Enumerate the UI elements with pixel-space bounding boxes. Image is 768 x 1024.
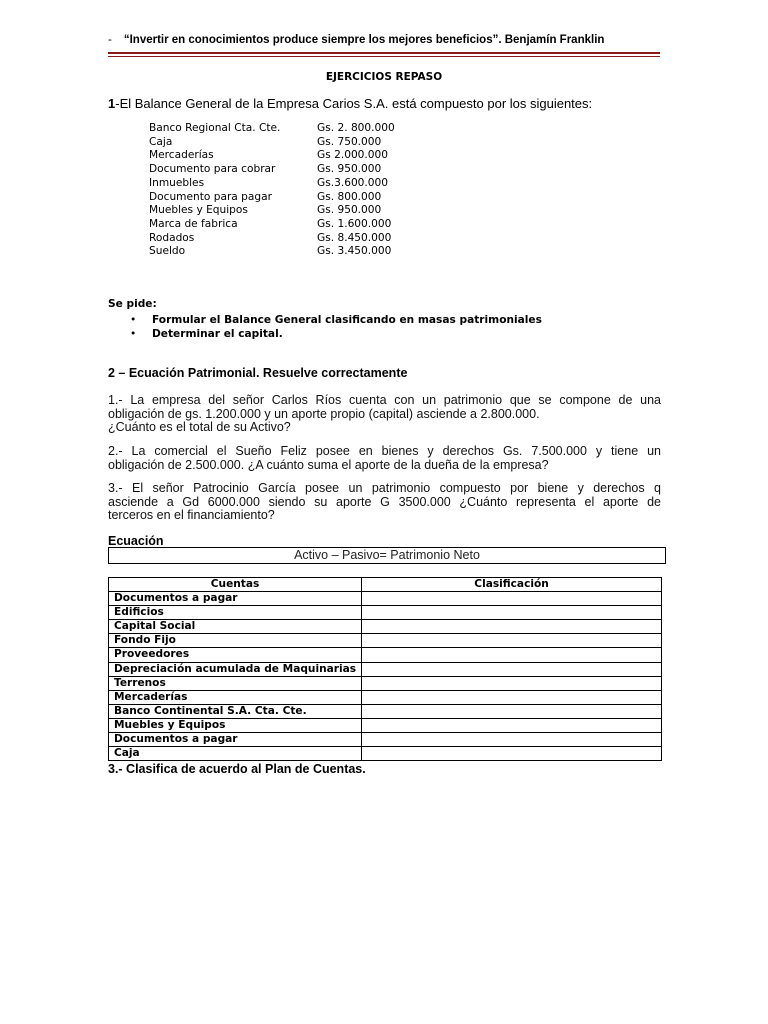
- balance-amount: Gs. 2. 800.000: [317, 122, 395, 134]
- table-row: [109, 704, 662, 718]
- header-rule-thin: [108, 56, 660, 57]
- balance-amount: Gs. 1.600.000: [317, 217, 392, 230]
- balance-row: [149, 204, 395, 218]
- balance-amount: Gs. 8.450.000: [317, 231, 392, 244]
- table-row: [109, 620, 662, 634]
- column-header-clasificacion: Clasificación: [362, 578, 662, 592]
- account-cell: Documentos a pagar: [109, 592, 362, 606]
- balance-amount: Gs. 950.000: [317, 204, 382, 217]
- task-list: [152, 313, 542, 341]
- exercise-1-intro: [108, 96, 592, 111]
- table-row: [109, 733, 662, 747]
- account-cell: Depreciación acumulada de Maquinarias: [109, 662, 362, 676]
- classification-cell[interactable]: [362, 690, 662, 704]
- balance-account: Documento para cobrar: [149, 163, 276, 176]
- balance-amount: Gs.3.600.000: [317, 176, 389, 189]
- question-line: 1.- La empresa del señor Carlos Ríos cuenta con un patrimonio que se compone de una: [108, 393, 661, 407]
- table-row: [109, 634, 662, 648]
- question-2: [108, 445, 661, 472]
- account-cell: Banco Continental S.A. Cta. Cte.: [109, 704, 362, 718]
- balance-account: Sueldo: [149, 245, 186, 258]
- table-row: [109, 606, 662, 620]
- account-cell: Proveedores: [109, 648, 362, 662]
- account-cell: Mercaderías: [109, 690, 362, 704]
- table-header-row: [109, 578, 662, 592]
- table-row: [109, 747, 662, 761]
- classification-cell[interactable]: [362, 648, 662, 662]
- classification-cell[interactable]: [362, 676, 662, 690]
- classification-cell[interactable]: [362, 606, 662, 620]
- table-row: [109, 690, 662, 704]
- classification-cell[interactable]: [362, 620, 662, 634]
- table-row: [109, 592, 662, 606]
- page-header-quote: [108, 34, 660, 46]
- table-row: [109, 676, 662, 690]
- balance-amount: Gs. 800.000: [317, 190, 382, 203]
- ecuacion-box: Activo – Pasivo= Patrimonio Neto: [108, 547, 666, 564]
- question-line: obligación de gs. 1.200.000 y un aporte propio (capital) asciende a 2.800.000.: [108, 406, 540, 421]
- classification-cell[interactable]: [362, 704, 662, 718]
- balance-row: [149, 245, 395, 259]
- account-cell: Caja: [109, 747, 362, 761]
- balance-account: Muebles y Equipos: [149, 204, 248, 217]
- question-1: [108, 394, 661, 435]
- accounts-table: [108, 577, 662, 761]
- table-row: [109, 718, 662, 732]
- question-line: asciende a Gd 6000.000 siendo su aporte G 3500.000 ¿Cuánto representa el aporte de: [108, 494, 661, 509]
- account-cell: Edificios: [109, 606, 362, 620]
- account-cell: Capital Social: [109, 620, 362, 634]
- question-line: obligación de 2.500.000. ¿A cuánto suma el aporte de la dueña de la empresa?: [108, 457, 549, 472]
- ecuacion-label: Ecuación: [108, 534, 164, 548]
- question-line: 2.- La comercial el Sueño Feliz posee en bienes y derechos Gs. 7.500.000 y tiene un: [108, 444, 661, 458]
- classification-cell[interactable]: [362, 718, 662, 732]
- classification-cell[interactable]: [362, 733, 662, 747]
- classification-cell[interactable]: [362, 634, 662, 648]
- classification-cell[interactable]: [362, 592, 662, 606]
- task-item: • Determinar el capital.: [152, 327, 542, 341]
- header-dash: -: [108, 34, 112, 46]
- account-cell: Terrenos: [109, 676, 362, 690]
- question-line: ¿Cuánto es el total de su Activo?: [108, 420, 291, 434]
- se-pide-label: Se pide:: [108, 298, 157, 310]
- question-3: [108, 482, 661, 523]
- question-line: terceros en el financiamiento?: [108, 508, 275, 522]
- task-item: • Formular el Balance General clasificando en masas patrimoniales: [152, 313, 542, 327]
- balance-row: [149, 232, 395, 246]
- question-line: 3.- El señor Patrocinio García posee un patrimonio compuesto por biene y derechos q: [108, 481, 661, 495]
- balance-amount: Gs 2.000.000: [317, 149, 389, 162]
- exercise-1-number: 1: [108, 96, 116, 111]
- account-cell: Muebles y Equipos: [109, 718, 362, 732]
- exercise-2-heading: 2 – Ecuación Patrimonial. Resuelve correctamente: [108, 366, 408, 380]
- balance-amount: Gs. 3.450.000: [317, 245, 392, 258]
- exercise-1-intro-text: -El Balance General de la Empresa Carios S.A. está compuesto por los siguientes:: [115, 96, 593, 111]
- balance-account: Rodados: [149, 231, 195, 244]
- balance-row: [149, 149, 395, 163]
- classification-cell[interactable]: [362, 662, 662, 676]
- header-quote-text: “Invertir en conocimientos produce siempre los mejores beneficios”. Benjamín Franklin: [123, 34, 605, 46]
- header-rule-thick: [108, 52, 660, 54]
- balance-row: [149, 218, 395, 232]
- balance-amount: Gs. 750.000: [317, 135, 382, 148]
- balance-amount: Gs. 950.000: [317, 163, 382, 176]
- balance-row: [149, 177, 395, 191]
- balance-list: [149, 122, 395, 259]
- balance-account: Inmuebles: [149, 176, 205, 189]
- account-cell: Documentos a pagar: [109, 733, 362, 747]
- balance-account: Mercaderías: [149, 149, 214, 162]
- balance-account: Documento para pagar: [149, 190, 272, 203]
- classification-cell[interactable]: [362, 747, 662, 761]
- table-row: [109, 662, 662, 676]
- balance-row: [149, 136, 395, 150]
- page-title: EJERCICIOS REPASO: [325, 71, 443, 83]
- table-row: [109, 648, 662, 662]
- balance-row: [149, 163, 395, 177]
- exercise-3-heading: 3.- Clasifica de acuerdo al Plan de Cuentas.: [108, 762, 366, 776]
- column-header-cuentas: Cuentas: [109, 578, 362, 592]
- balance-account: Marca de fabrica: [149, 217, 238, 230]
- balance-row: [149, 191, 395, 205]
- balance-account: Banco Regional Cta. Cte.: [149, 122, 281, 134]
- balance-account: Caja: [149, 135, 173, 148]
- balance-row: [149, 122, 395, 136]
- account-cell: Fondo Fijo: [109, 634, 362, 648]
